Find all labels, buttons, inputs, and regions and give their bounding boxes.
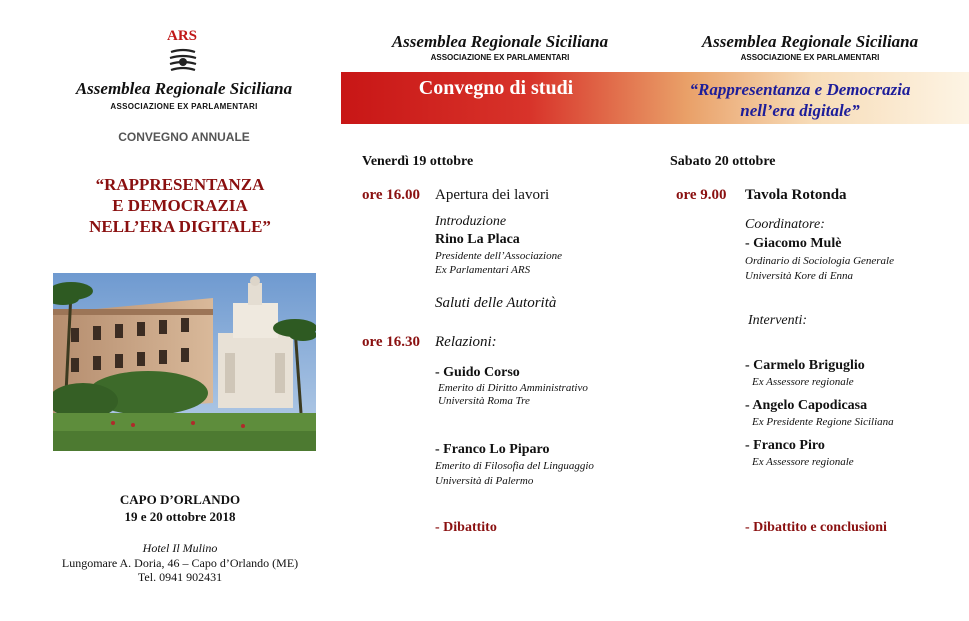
day2-heading: Sabato 20 ottobre	[670, 154, 776, 169]
day1-saluti: Saluti delle Autorità	[435, 295, 557, 311]
day2-coordinatore-label: Coordinatore:	[745, 217, 825, 232]
day1-speaker-2-role-2: Università di Palermo	[435, 475, 534, 487]
day1-intro-role-1: Presidente dell’Associazione	[435, 250, 562, 262]
day2-panelist-1-role: Ex Assessore regionale	[752, 376, 854, 388]
event-title-line-3: NELL’ERA DIGITALE”	[89, 217, 271, 236]
venue-name: Hotel Il Mulino	[142, 541, 218, 555]
ars-label: ARS	[167, 28, 198, 44]
day2-time-900: ore 9.00	[676, 187, 727, 203]
day1-apertura: Apertura dei lavori	[435, 187, 550, 203]
day1-speaker-1-role-1: Emerito di Diritto Amministrativo	[438, 382, 588, 394]
day2-panelist-1-name: - Carmelo Briguglio	[745, 358, 865, 373]
venue-address: Lungomare A. Doria, 46 – Capo d’Orlando (ME)	[61, 556, 299, 570]
day1-speaker-1-role-2: Università Roma Tre	[438, 395, 530, 407]
header-logo-subtitle-1: ASSOCIAZIONE EX PARLAMENTARI	[430, 53, 570, 62]
day1-relazioni: Relazioni:	[435, 334, 497, 350]
banner-title-line-1: “Rappresentanza e Democrazia	[689, 80, 911, 99]
left-logo-script: Assemblea Regionale Siciliana	[75, 79, 293, 98]
day1-time-1630: ore 16.30	[362, 334, 421, 350]
day1-intro-name: Rino La Placa	[435, 232, 520, 247]
day1-intro-label: Introduzione	[435, 214, 507, 229]
left-logo-subtitle: ASSOCIAZIONE EX PARLAMENTARI	[110, 102, 258, 111]
day1-time-1600: ore 16.00	[362, 187, 421, 203]
banner-title	[650, 79, 950, 121]
day2-coordinatore-name: - Giacomo Mulè	[745, 236, 842, 251]
header-logo-script-2: Assemblea Regionale Siciliana	[701, 32, 919, 51]
day1-dibattito: - Dibattito	[435, 520, 497, 535]
day1-intro-role-2: Ex Parlamentari ARS	[435, 264, 531, 276]
convegno-annuale: CONVEGNO ANNUALE	[118, 130, 250, 144]
day2-panelist-3-role: Ex Assessore regionale	[752, 456, 854, 468]
day2-panelist-2-name: - Angelo Capodicasa	[745, 398, 868, 413]
trinacria-emblem-icon	[166, 47, 200, 77]
day2-coordinatore-role-2: Università Kore di Enna	[745, 270, 854, 282]
palace-photo	[53, 273, 316, 451]
venue-phone: Tel. 0941 902431	[137, 570, 223, 584]
day2-tavola-rotonda: Tavola Rotonda	[745, 187, 847, 203]
day2-panelist-3-name: - Franco Piro	[745, 438, 825, 453]
day2-conclusioni: - Dibattito e conclusioni	[745, 520, 887, 535]
day1-speaker-2-name: - Franco Lo Piparo	[435, 442, 550, 457]
day1-speaker-1-name: - Guido Corso	[435, 365, 520, 380]
header-logo-script-1: Assemblea Regionale Siciliana	[391, 32, 609, 51]
day2-coordinatore-role-1: Ordinario di Sociologia Generale	[745, 255, 894, 267]
event-place: CAPO D’ORLANDO	[119, 492, 241, 507]
day2-interventi: Interventi:	[748, 313, 808, 328]
day1-heading: Venerdì 19 ottobre	[362, 154, 474, 169]
event-title-line-2: E DEMOCRAZIA	[112, 196, 248, 215]
banner-title-line-2: nell’era digitale”	[740, 101, 860, 120]
event-title-line-1: “RAPPRESENTANZA	[95, 175, 265, 194]
day1-speaker-2-role-1: Emerito di Filosofia del Linguaggio	[435, 460, 594, 472]
day2-panelist-2-role: Ex Presidente Regione Siciliana	[752, 416, 894, 428]
event-dates: 19 e 20 ottobre 2018	[124, 509, 236, 524]
event-title	[40, 174, 320, 237]
banner-convegno: Convegno di studi	[418, 77, 574, 99]
header-logo-subtitle-2: ASSOCIAZIONE EX PARLAMENTARI	[740, 53, 880, 62]
